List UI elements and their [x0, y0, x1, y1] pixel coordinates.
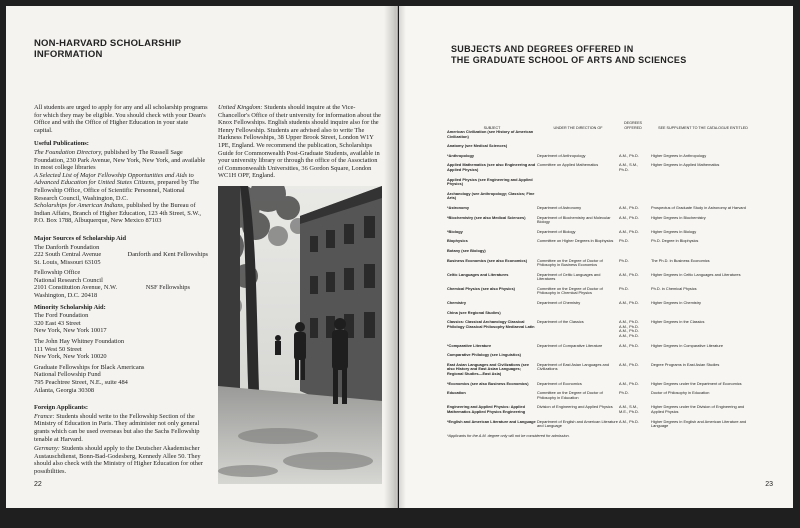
table-cell-deg: A.M., S.M., Ph.D. [619, 162, 639, 172]
table-row [447, 216, 777, 225]
table-cell-deg: A.M., Ph.D. [619, 214, 639, 220]
table-cell-deg: A.M., Ph.D. [619, 228, 639, 234]
table-cell-subject: Botany (see Biology) [447, 247, 486, 253]
table-cell-dir: Department of Economics [537, 380, 582, 386]
table-cell-subject: *Biochemistry (see also Medical Sciences) [447, 214, 526, 220]
table-row [447, 249, 777, 254]
table-row [447, 353, 777, 358]
table-row [447, 273, 777, 282]
table-row [447, 178, 777, 187]
right-column [218, 104, 384, 186]
table-cell-subject: Chemistry [447, 300, 467, 306]
table-cell-deg: Ph.D. [619, 238, 629, 244]
table-cell-sup [647, 130, 755, 139]
table-cell-deg: A.M., Ph.D. [619, 271, 639, 277]
table-cell-dir [537, 311, 619, 316]
table-row [447, 363, 777, 377]
table-cell-dir: Department of Biology [537, 228, 576, 234]
major-sources: Major Sources of Scholarship Aid The Danforth Foundation 222 South Central Avenue Danforth and Kent Fellowships St. Louis, Missouri 63105 Fellowship Office National Research Council 2101 Constitution Avenue, N.W. NSF Fellowships Washington, D.C. 20418 [34, 234, 208, 300]
useful-publications: Useful Publications: The Foundation Directory, published by The Russell Sage Foundation, 230 Park Avenue, New York, New York, and available in most college libraries A Selected List of Major Fellowship Opportunities and Aids to Advanced Education for United States Citizens, prepared by The Fellowship Office, Office of Scientific Personnel, National Research Council, Washington, D.C. Scholarships for American Indians, published by the Bureau of Indian Affairs, Branch of Higher Education, 123 4th Street, S.W., P.O. Box 1788, Albuquerque, New Mexico 87103 [34, 140, 206, 225]
table-cell-sup: Doctor of Philosophy in Education [651, 390, 710, 396]
intro-paragraph: All students are urged to apply for any and all scholarship programs for which they may be eligible. You should check with your Dean's Office and with the Office of Higher Education in your state capital. [34, 104, 208, 134]
table-cell-deg [619, 353, 647, 358]
table-body [447, 130, 777, 429]
table-cell-dir: Department of the Classics [537, 319, 584, 325]
table-cell-deg: A.M., Ph.D. [619, 380, 639, 386]
table-cell-sup [647, 311, 755, 316]
table-cell-deg: A.M., Ph.D. [619, 152, 639, 158]
table-cell-dir: Division of Engineering and Applied Physics [537, 404, 613, 410]
table-row [447, 206, 777, 211]
right-page [399, 6, 793, 508]
table-cell-subject: Biophysics [447, 238, 468, 244]
table-cell-deg [619, 130, 647, 139]
table-cell-deg: A.M., Ph.D. [619, 418, 639, 424]
table-cell-sup: Higher Degrees in Biochemistry [651, 214, 706, 220]
table-cell-subject: *Comparative Literature [447, 342, 492, 348]
table-cell-deg [619, 311, 647, 316]
table-cell-sup: Higher Degrees in the Classics [651, 319, 705, 325]
table-cell-sup [647, 192, 755, 201]
page-title: NON-HARVARD SCHOLARSHIP INFORMATION [34, 38, 182, 60]
table-cell-deg: A.M., Ph.D. [619, 300, 639, 306]
table-cell-dir [537, 353, 619, 358]
table-row [447, 192, 777, 201]
table-cell-sup [647, 144, 755, 149]
table-row [447, 144, 777, 149]
table-cell-dir [537, 144, 619, 149]
table-cell-dir [537, 249, 619, 254]
table-cell-subject: *Anthropology [447, 152, 475, 158]
table-cell-deg: A.M., Ph.D. [619, 361, 639, 367]
table-cell-deg [619, 178, 647, 187]
foreign-applicants: Foreign Applicants: France: Students should write to the Fellowship Section of the Ministry of Education in Paris. They administer not only general grants which can be used overseas but also the Sachs Fellowship tenable at Harvard. Germany: Students should apply to the Deutscher Akademischer Austauschdienst, Bonn-Bad-Godesberg, Kennedy Allee 50. They should also check with the Ministry of Higher Education for other possibilities. [34, 404, 203, 475]
table-row [447, 420, 777, 429]
table-cell-deg [619, 144, 647, 149]
table-row [447, 382, 777, 387]
table-cell-dir: Committee on Higher Degrees in Biophysics [537, 238, 614, 244]
page-title: SUBJECTS AND DEGREES OFFERED IN THE GRADUATE SCHOOL OF ARTS AND SCIENCES [451, 44, 687, 65]
table-cell-dir: Committee on Applied Mathematics [537, 162, 599, 168]
page-number: 23 [765, 481, 773, 488]
table-row [447, 259, 777, 268]
table-row [447, 239, 777, 244]
left-page [6, 6, 398, 508]
table-cell-deg: Ph.D. [619, 285, 629, 291]
left-column [34, 104, 208, 480]
table-row [447, 287, 777, 296]
table-cell-sup [647, 353, 755, 358]
table-row [447, 344, 777, 349]
table-cell-subject: Comparative Philology (see Linguistics) [447, 352, 521, 358]
campus-street-photo [218, 186, 382, 484]
table-cell-subject: *Economics (see also Business Economics) [447, 380, 529, 386]
table-cell-subject: Engineering and Applied Physics: Applied Mathematics Applied Physics Engineering [447, 404, 526, 414]
minority-aid: Minority Scholarship Aid: The Ford Foundation 320 East 43 Street New York, New York 10017 The John Hay Whitney Foundation 111 West 50 Street New York, New York 10020 Graduate Fellowships for Black Americans National Fellowship Fund 795 Peachtree Street, N.E., suite 484 Atlanta, Georgia 30308 [34, 303, 145, 394]
table-cell-dir: Department of Celtic Languages and Literatures [537, 271, 601, 282]
table-cell-sup: The Ph.D. in Business Economics [651, 257, 710, 263]
table-cell-subject: Archaeology (see Anthropology; Classics; Fine Arts) [447, 190, 535, 201]
table-cell-dir: Department of Chemistry [537, 300, 581, 306]
table-cell-dir: Department of Astronomy [537, 204, 582, 210]
uk-paragraph: United Kingdom: Students should inquire at the Vice-Chancellor's Office of their university for information about the Knox Fellowships. English students should inquire also for the Henry Fellowship. Students are advised also to write The Harkness Fellowships, 38 Upper Brook Street, London W1Y 1PE, England. We recommend the publication, Scholarships Guide for Commonwealth Post-Graduate Students, available in your university library or through the office of the Association of Commonwealth Universities, 36 Gordon Square, London WC1H OPF, England. [218, 104, 381, 180]
table-cell-subject: Anatomy (see Medical Sciences) [447, 143, 508, 149]
table-cell-dir: Department of English and American Literature and Language [537, 418, 618, 429]
table-cell-subject: East Asian Languages and Civilizations (see also History and East Asian Languages; Regional Studies—East Asia) [447, 361, 530, 376]
table-cell-sup: Higher Degrees in Comparative Literature [651, 342, 724, 348]
table-cell-sup: Degree Programs in East Asian Studies [651, 361, 720, 367]
table-cell-dir: Department of Anthropology [537, 152, 586, 158]
table-cell-deg: A.M., Ph.D. A.M., Ph.D. A.M., Ph.D. A.M., Ph.D. [619, 319, 639, 339]
footnote: *Applicants for the A.M. degree only will not be considered for admission. [447, 433, 570, 438]
table-cell-subject: *English and American Literature and Language [447, 418, 536, 424]
table-cell-deg [619, 249, 647, 254]
table-cell-dir: Department of Comparative Literature [537, 342, 603, 348]
table-cell-sup: Higher Degrees in Anthropology [651, 152, 707, 158]
table-row [447, 163, 777, 172]
campus-photo [218, 186, 382, 484]
table-cell-sup: Higher Degrees in Biology [651, 228, 697, 234]
table-row [447, 230, 777, 235]
table-cell-dir: Committee on the Degree of Doctor of Philosophy in Business Economics [537, 257, 603, 268]
table-row [447, 311, 777, 316]
table-cell-subject: Applied Physics (see Engineering and Applied Physics) [447, 176, 533, 187]
table-cell-subject: *Astronomy [447, 204, 470, 210]
table-cell-dir: Department of East Asian Languages and Civilizations [537, 361, 610, 372]
table-cell-deg: A.M., Ph.D. [619, 342, 639, 348]
table-cell-subject: *Biology [447, 228, 463, 234]
table-cell-subject: Classics: Classical Archaeology Classical Philology Classical Philosophy Mediaeval Latin [447, 319, 535, 329]
table-cell-subject: Education [447, 390, 466, 396]
table-row [447, 405, 777, 414]
table-row [447, 130, 777, 139]
table-row [447, 320, 777, 338]
table-cell-sup: Higher Degrees under the Division of Engineering and Applied Physics [651, 404, 745, 414]
table-cell-dir: Department of Biochemistry and Molecular Biology [537, 214, 611, 225]
table-cell-deg: A.M., Ph.D. [619, 204, 639, 210]
table-cell-sup [647, 249, 755, 254]
table-cell-deg: Ph.D. [619, 390, 629, 396]
table-cell-dir [537, 178, 619, 187]
table-cell-dir [537, 192, 619, 201]
table-cell-dir [537, 130, 619, 139]
table-cell-subject: Chemical Physics (see also Physics) [447, 285, 515, 291]
table-row [447, 391, 777, 400]
table-cell-sup: Higher Degrees under the Department of Economics [651, 380, 742, 386]
table-row [447, 154, 777, 159]
table-header: SUBJECT UNDER THE DIRECTION OF DEGREES OFFERED SEE SUPPLEMENT TO THE CATALOGUE ENTITLED [483, 121, 748, 130]
table-cell-subject: American Civilization (see History of American Civilization) [447, 129, 534, 139]
table-cell-sup [647, 178, 755, 187]
table-cell-sup: Ph.D. in Chemical Physics [651, 285, 697, 291]
table-cell-sup: Higher Degrees in Celtic Languages and Literatures [651, 271, 741, 277]
table-cell-sup: Higher Degrees in English and American Literature and Language [651, 418, 747, 429]
table-cell-dir: Committee on the Degree of Doctor of Philosophy in Chemical Physics [537, 285, 603, 296]
table-cell-deg: A.M., S.M., M.E., Ph.D. [619, 404, 639, 414]
table-cell-deg [619, 192, 647, 201]
table-cell-subject: China (see Regional Studies) [447, 309, 501, 315]
table-cell-subject: Business Economics (see also Economics) [447, 257, 528, 263]
table-cell-sup: Higher Degrees in Chemistry [651, 300, 701, 306]
table-row [447, 301, 777, 306]
table-cell-sup: Higher Degrees in Applied Mathematics [651, 162, 720, 168]
table-cell-sup: Ph.D. Degree in Biophysics [651, 238, 699, 244]
page-number: 22 [34, 481, 42, 488]
table-cell-dir: Committee on the Degree of Doctor of Philosophy in Education [537, 390, 603, 400]
degrees-table [447, 114, 777, 438]
table-cell-deg: Ph.D. [619, 257, 629, 263]
table-cell-sup: Prospectus of Graduate Study in Astronomy at Harvard [651, 204, 746, 210]
table-cell-subject: Applied Mathematics (see also Engineering and Applied Physics) [447, 162, 536, 172]
table-cell-subject: Celtic Languages and Literatures [447, 271, 509, 277]
